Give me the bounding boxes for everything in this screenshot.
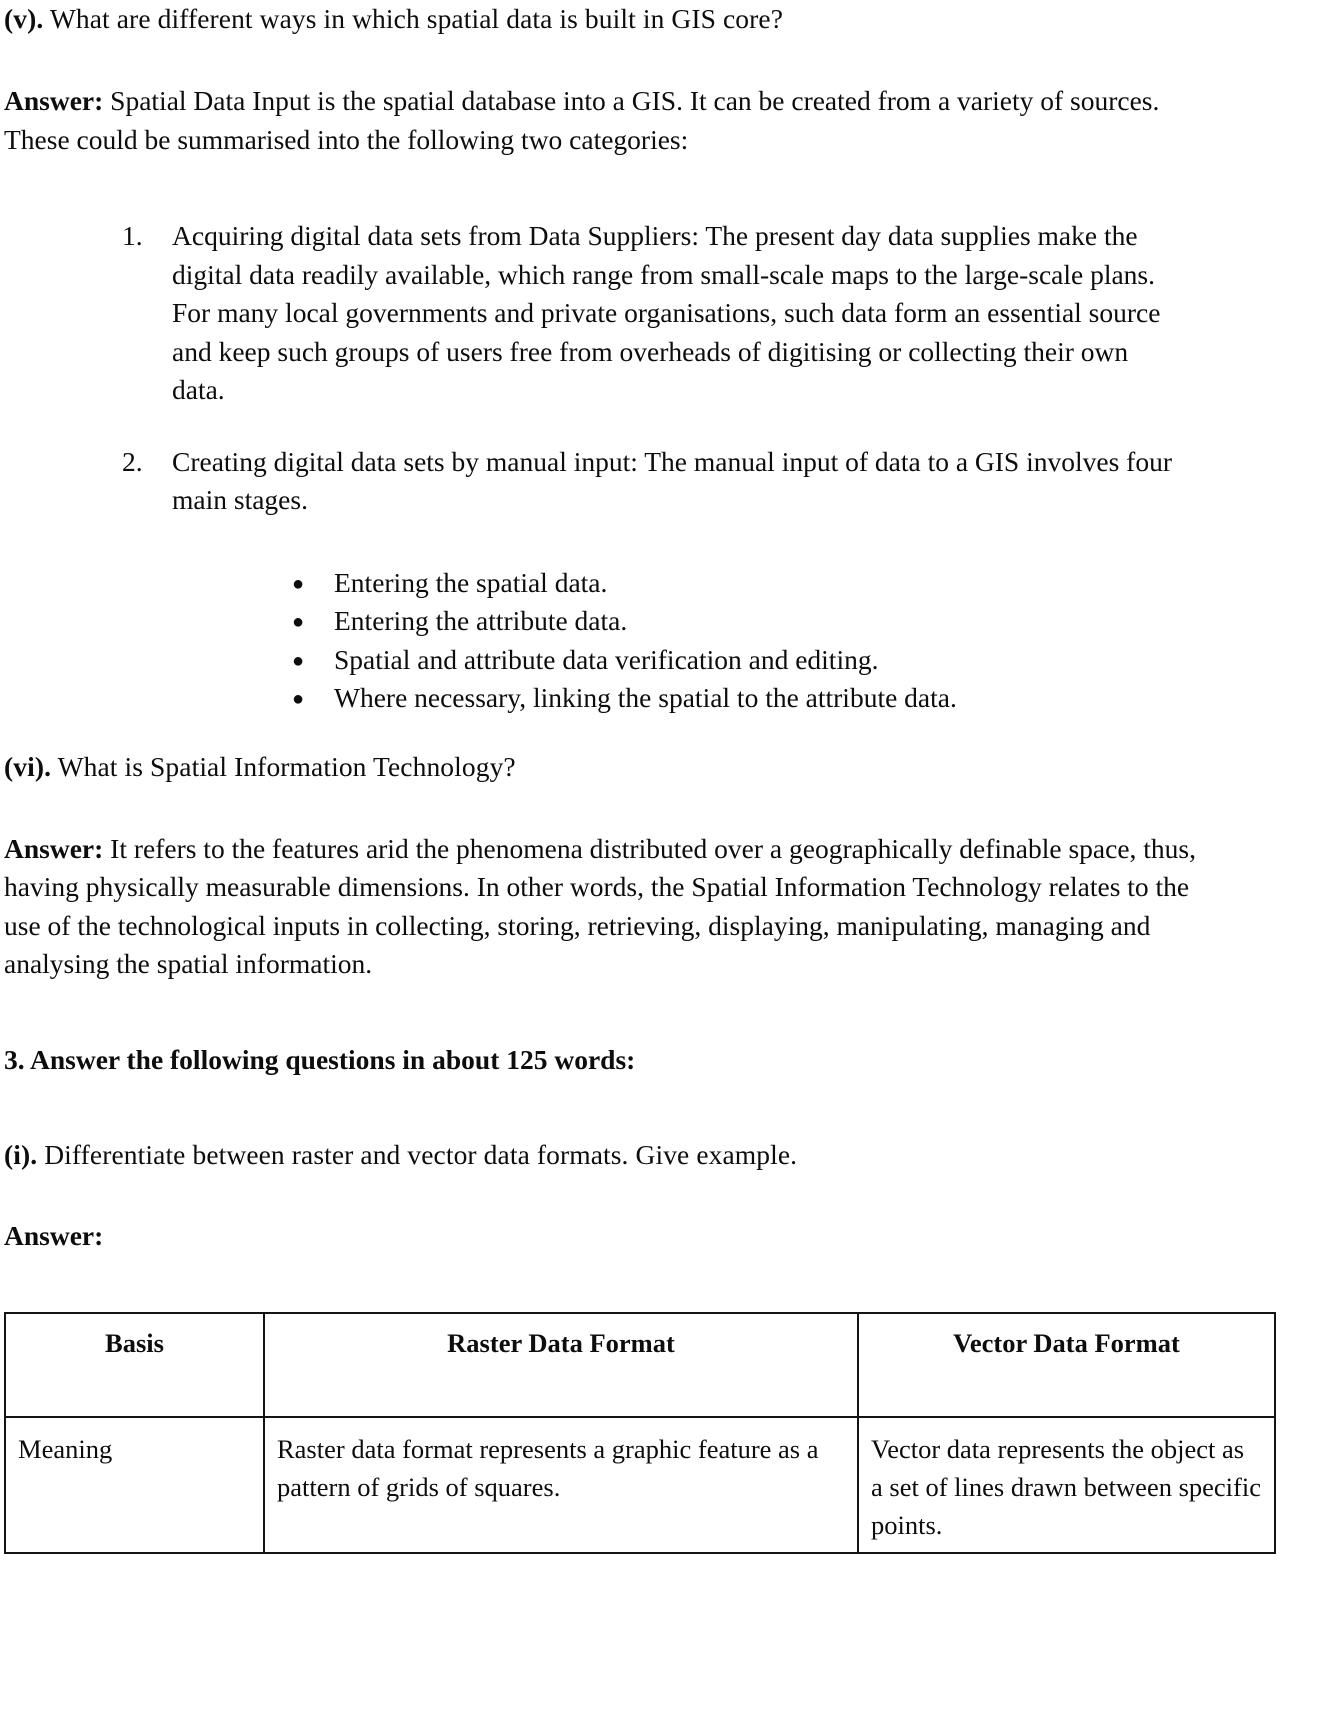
table-body <box>5 1417 1275 1553</box>
list-item <box>4 641 1200 680</box>
question-vi <box>4 748 1200 786</box>
answer-vi-label: Answer: <box>4 832 104 864</box>
spacer <box>4 1174 1200 1218</box>
spacer <box>4 1254 1200 1312</box>
list-item <box>4 679 1200 718</box>
table-header <box>5 1313 1275 1417</box>
list-item-marker: 1. <box>122 220 143 251</box>
table-header-vector: Vector Data Format <box>858 1313 1275 1417</box>
table-header-basis: Basis <box>5 1313 264 1417</box>
question-i-number: (i). <box>4 1138 38 1170</box>
spacer <box>4 1078 1200 1136</box>
answer-v-text: Spatial Data Input is the spatial database into a GIS. It can be created from a variety of sources. These could be summarised into the following two categories: <box>4 85 1160 155</box>
raster-vector-comparison-table <box>4 1312 1276 1554</box>
answer-vi-text: It refers to the features arid the phenomena distributed over a geographically definable space, thus, having physically measurable dimensions. In other words, the Spatial Information Technology relates to the use of the technological inputs in collecting, storing, retrieving, displaying, manipulating, managing and analysing the spatial information. <box>4 832 1196 979</box>
question-v-number: (v). <box>4 3 44 34</box>
question-vi-text: What is Spatial Information Technology? <box>57 750 516 782</box>
bullet-icon: ● <box>292 572 305 595</box>
list-item <box>4 443 1200 520</box>
answer-i-label: Answer: <box>4 1219 104 1251</box>
spacer <box>4 786 1200 830</box>
document-content <box>4 0 1261 1554</box>
list-item <box>4 217 1200 410</box>
question-v-text: What are different ways in which spatial data is built in GIS core? <box>49 3 784 34</box>
list-item-text: Where necessary, linking the spatial to the attribute data. <box>334 682 957 713</box>
answer-vi <box>4 830 1200 984</box>
question-vi-number: (vi). <box>4 750 52 782</box>
table-cell-raster: Raster data format represents a graphic feature as a pattern of grids of squares. <box>264 1417 858 1553</box>
list-item-text: Creating digital data sets by manual input: The manual input of data to a GIS involves four main stages. <box>172 445 1172 515</box>
list-item-text: Entering the attribute data. <box>334 605 628 636</box>
list-item-text: Acquiring digital data sets from Data Suppliers: The present day data supplies make the digital data readily available, which range from small-scale maps to the large-scale plans. For many local governments and private organisations, such data form an essential source and keep such groups of users free from overheads of digitising or collecting their own data. <box>172 220 1161 405</box>
list-item <box>4 564 1200 603</box>
table-row <box>5 1417 1275 1553</box>
spacer <box>4 159 1200 217</box>
question-i-text: Differentiate between raster and vector data formats. Give example. <box>44 1138 798 1170</box>
table-header-row <box>5 1313 1275 1417</box>
spacer <box>4 718 1200 748</box>
list-item-text: Spatial and attribute data verification and editing. <box>334 643 879 675</box>
list-item <box>4 602 1200 641</box>
answer-v-label: Answer: <box>4 85 104 116</box>
list-item-marker: 2. <box>122 445 143 477</box>
spacer <box>4 520 1200 564</box>
spacer <box>4 38 1200 82</box>
table-cell-basis: Meaning <box>5 1417 264 1553</box>
list-item-text: Entering the spatial data. <box>334 566 608 598</box>
bullet-icon: ● <box>292 611 305 633</box>
question-i <box>4 1136 1200 1174</box>
bullet-list <box>4 564 1200 718</box>
bullet-icon: ● <box>292 688 305 710</box>
numbered-list <box>4 217 1200 520</box>
table-cell-vector: Vector data represents the object as a set of lines drawn between specific points. <box>858 1417 1275 1553</box>
question-v <box>4 0 1200 38</box>
spacer <box>4 984 1200 1042</box>
bullet-icon: ● <box>292 649 305 672</box>
section-heading: 3. Answer the following questions in about 125 words: <box>4 1043 636 1075</box>
table-header-raster: Raster Data Format <box>264 1313 858 1417</box>
answer-v <box>4 82 1200 159</box>
